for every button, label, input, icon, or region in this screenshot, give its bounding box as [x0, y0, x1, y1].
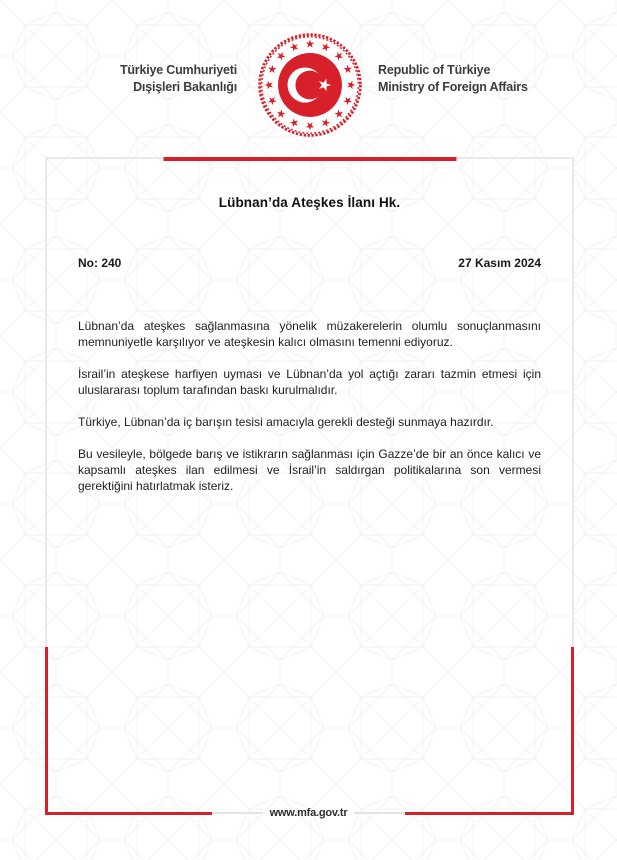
card-top-red-accent: [163, 157, 456, 161]
bottom-rule-gray-right: [354, 812, 405, 814]
statement-meta: [78, 256, 541, 271]
org-name-turkish: [120, 62, 237, 95]
card-right-red-accent: [571, 647, 574, 813]
org-tr-line2: Dışişleri Bakanlığı: [133, 79, 237, 94]
statement-card: [45, 157, 574, 819]
org-en-line1: Republic of Türkiye: [378, 63, 491, 77]
statement-paragraph: İsrail’in ateşkese harfiyen uyması ve Lübnan’da yol açtığı zararı tazmin etmesi için uluslararası toplum tarafından baskı kurulmalıdır.: [78, 367, 541, 397]
org-tr-line1: Türkiye Cumhuriyeti: [119, 63, 237, 77]
bottom-rule-red-right: [405, 812, 574, 815]
website-link[interactable]: www.mfa.gov.tr: [269, 807, 348, 819]
org-name-english: [378, 62, 528, 95]
statement-date: 27 Kasım 2024: [458, 256, 541, 270]
bottom-rule-gray-left: [212, 812, 263, 814]
bottom-rule-red-left: [45, 812, 212, 815]
statement-paragraph: Lübnan’da ateşkes sağlanmasına yönelik müzakerelerin olumlu sonuçlanmasını memnuniyetle karşılıyor ve ateşkesin kalıcı olmasını temenni ediyoruz.: [78, 319, 541, 349]
statement-paragraph: Türkiye, Lübnan’da iç barışın tesisi amacıyla gerekli desteği sunmaya hazırdır.: [78, 415, 494, 429]
card-left-red-accent: [45, 647, 48, 813]
statement-paragraph: Bu vesileyle, bölgede barış ve istikrarın sağlanması için Gazze’de bir an önce kalıcı ve kapsamlı ateşkes ilan edilmesi ve İsrail’in saldırgan politikalarına son vermesi gerektiğini hatırlatmak isteriz.: [78, 447, 541, 493]
statement-number: No: 240: [78, 256, 122, 270]
card-bottom-rule: [45, 804, 574, 822]
org-en-line2: Ministry of Foreign Affairs: [378, 79, 528, 94]
statement-body: [78, 318, 541, 494]
mfa-crescent-star-emblem-icon: [256, 31, 364, 139]
statement-title: Lübnan’da Ateşkes İlanı Hk.: [218, 195, 401, 210]
